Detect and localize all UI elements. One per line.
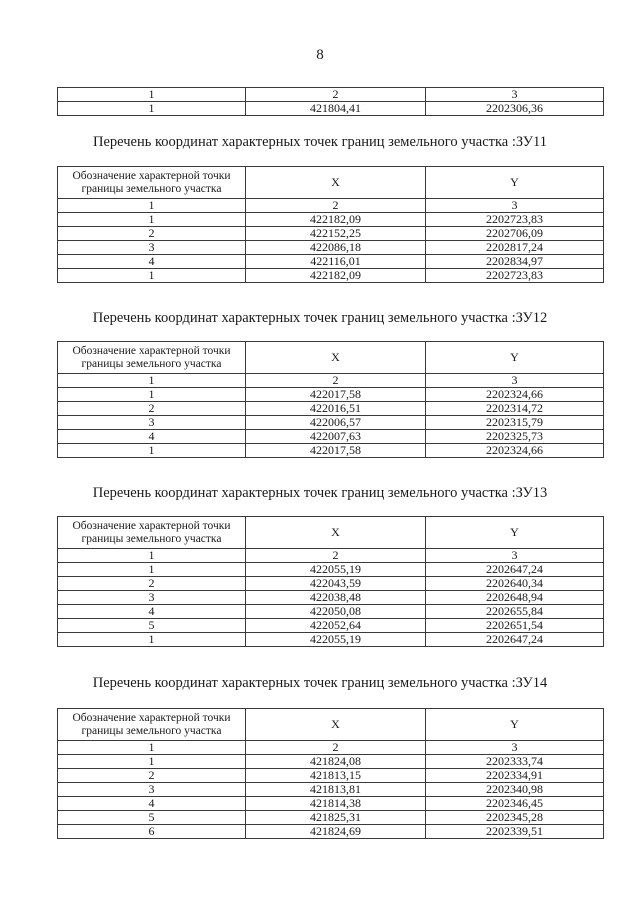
x-header: X [246, 342, 426, 374]
point-id-cell: 1 [58, 102, 246, 116]
table-row [58, 227, 604, 241]
point-label-header: Обозначение характерной точки границы земельного участка [58, 342, 246, 374]
y-coordinate-cell: 2202640,34 [426, 577, 604, 591]
table-row [58, 577, 604, 591]
coordinates-table [57, 708, 604, 839]
y-coordinate-cell: 2202315,79 [426, 416, 604, 430]
table-row [58, 769, 604, 783]
point-id-cell: 1 [58, 755, 246, 769]
col-number-cell: 2 [246, 199, 426, 213]
y-coordinate-cell: 2202647,24 [426, 563, 604, 577]
y-coordinate-cell: 2202706,09 [426, 227, 604, 241]
x-coordinate-cell: 421804,41 [246, 102, 426, 116]
point-id-cell: 3 [58, 783, 246, 797]
y-coordinate-cell: 2202339,51 [426, 825, 604, 839]
y-coordinate-cell: 2202340,98 [426, 783, 604, 797]
col-number-cell: 3 [426, 549, 604, 563]
x-coordinate-cell: 422006,57 [246, 416, 426, 430]
column-number-row [58, 549, 604, 563]
point-id-cell: 4 [58, 255, 246, 269]
y-coordinate-cell: 2202723,83 [426, 213, 604, 227]
table-row [58, 755, 604, 769]
coordinates-table [57, 166, 604, 283]
y-coordinate-cell: 2202333,74 [426, 755, 604, 769]
y-coordinate-cell: 2202324,66 [426, 388, 604, 402]
x-coordinate-cell: 422086,18 [246, 241, 426, 255]
column-number-row [58, 88, 604, 102]
col-number-cell: 1 [58, 549, 246, 563]
table-row [58, 563, 604, 577]
x-header: X [246, 167, 426, 199]
col-number-cell: 3 [426, 88, 604, 102]
x-coordinate-cell: 421813,15 [246, 769, 426, 783]
x-coordinate-cell: 422017,58 [246, 444, 426, 458]
table-row [58, 241, 604, 255]
table-row [58, 444, 604, 458]
point-id-cell: 3 [58, 241, 246, 255]
point-id-cell: 4 [58, 605, 246, 619]
y-coordinate-cell: 2202817,24 [426, 241, 604, 255]
col-number-cell: 2 [246, 88, 426, 102]
table-row [58, 591, 604, 605]
table-row [58, 255, 604, 269]
y-coordinate-cell: 2202345,28 [426, 811, 604, 825]
y-header: Y [426, 342, 604, 374]
point-id-cell: 2 [58, 402, 246, 416]
table-row [58, 269, 604, 283]
point-id-cell: 4 [58, 430, 246, 444]
y-coordinate-cell: 2202655,84 [426, 605, 604, 619]
col-number-cell: 2 [246, 374, 426, 388]
x-header: X [246, 709, 426, 741]
point-id-cell: 3 [58, 416, 246, 430]
point-id-cell: 1 [58, 633, 246, 647]
table-row [58, 783, 604, 797]
table-row [58, 388, 604, 402]
col-number-cell: 2 [246, 549, 426, 563]
section-title: Перечень координат характерных точек границ земельного участка :ЗУ14 [92, 675, 548, 691]
col-number-cell: 1 [58, 741, 246, 755]
y-coordinate-cell: 2202651,54 [426, 619, 604, 633]
col-number-cell: 2 [246, 741, 426, 755]
column-number-row [58, 374, 604, 388]
x-coordinate-cell: 421813,81 [246, 783, 426, 797]
point-id-cell: 3 [58, 591, 246, 605]
header-row [58, 517, 604, 549]
table-row [58, 213, 604, 227]
x-coordinate-cell: 422182,09 [246, 213, 426, 227]
table-row [58, 811, 604, 825]
section-title: Перечень координат характерных точек границ земельного участка :ЗУ13 [92, 485, 548, 501]
point-id-cell: 2 [58, 769, 246, 783]
header-row [58, 709, 604, 741]
col-number-cell: 1 [58, 374, 246, 388]
point-id-cell: 1 [58, 444, 246, 458]
y-coordinate-cell: 2202334,91 [426, 769, 604, 783]
header-row [58, 342, 604, 374]
point-id-cell: 1 [58, 269, 246, 283]
y-coordinate-cell: 2202324,66 [426, 444, 604, 458]
point-id-cell: 1 [58, 563, 246, 577]
x-coordinate-cell: 422052,64 [246, 619, 426, 633]
x-coordinate-cell: 422043,59 [246, 577, 426, 591]
col-number-cell: 3 [426, 199, 604, 213]
y-header: Y [426, 167, 604, 199]
point-label-header: Обозначение характерной точки границы земельного участка [58, 167, 246, 199]
y-coordinate-cell: 2202314,72 [426, 402, 604, 416]
col-number-cell: 3 [426, 374, 604, 388]
table-row [58, 619, 604, 633]
x-coordinate-cell: 422152,25 [246, 227, 426, 241]
y-coordinate-cell: 2202723,83 [426, 269, 604, 283]
x-coordinate-cell: 422182,09 [246, 269, 426, 283]
y-coordinate-cell: 2202346,45 [426, 797, 604, 811]
x-coordinate-cell: 422116,01 [246, 255, 426, 269]
y-coordinate-cell: 2202647,24 [426, 633, 604, 647]
col-number-cell: 3 [426, 741, 604, 755]
coordinates-table [57, 341, 604, 458]
point-id-cell: 6 [58, 825, 246, 839]
table-row [58, 416, 604, 430]
x-coordinate-cell: 421814,38 [246, 797, 426, 811]
point-id-cell: 2 [58, 577, 246, 591]
header-row [58, 167, 604, 199]
point-id-cell: 1 [58, 388, 246, 402]
x-coordinate-cell: 421824,08 [246, 755, 426, 769]
x-coordinate-cell: 421824,69 [246, 825, 426, 839]
continuation-table [57, 87, 604, 116]
point-label-header: Обозначение характерной точки границы земельного участка [58, 709, 246, 741]
coordinates-table [57, 516, 604, 647]
table-row [58, 430, 604, 444]
x-coordinate-cell: 422038,48 [246, 591, 426, 605]
y-coordinate-cell: 2202648,94 [426, 591, 604, 605]
table-row [58, 825, 604, 839]
x-coordinate-cell: 422017,58 [246, 388, 426, 402]
point-id-cell: 4 [58, 797, 246, 811]
section-title: Перечень координат характерных точек границ земельного участка :ЗУ11 [92, 134, 548, 150]
x-coordinate-cell: 422050,08 [246, 605, 426, 619]
column-number-row [58, 199, 604, 213]
col-number-cell: 1 [58, 199, 246, 213]
y-coordinate-cell: 2202834,97 [426, 255, 604, 269]
page-number: 8 [316, 47, 324, 63]
x-coordinate-cell: 422055,19 [246, 633, 426, 647]
table-row [58, 402, 604, 416]
x-coordinate-cell: 421825,31 [246, 811, 426, 825]
section-title: Перечень координат характерных точек границ земельного участка :ЗУ12 [92, 310, 548, 326]
x-coordinate-cell: 422016,51 [246, 402, 426, 416]
point-id-cell: 1 [58, 213, 246, 227]
table-row [58, 797, 604, 811]
col-number-cell: 1 [58, 88, 246, 102]
y-header: Y [426, 709, 604, 741]
table-row [58, 633, 604, 647]
x-coordinate-cell: 422007,63 [246, 430, 426, 444]
column-number-row [58, 741, 604, 755]
table-row [58, 102, 604, 116]
y-coordinate-cell: 2202306,36 [426, 102, 604, 116]
point-label-header: Обозначение характерной точки границы земельного участка [58, 517, 246, 549]
point-id-cell: 2 [58, 227, 246, 241]
y-coordinate-cell: 2202325,73 [426, 430, 604, 444]
table-row [58, 605, 604, 619]
point-id-cell: 5 [58, 811, 246, 825]
point-id-cell: 5 [58, 619, 246, 633]
x-header: X [246, 517, 426, 549]
y-header: Y [426, 517, 604, 549]
x-coordinate-cell: 422055,19 [246, 563, 426, 577]
